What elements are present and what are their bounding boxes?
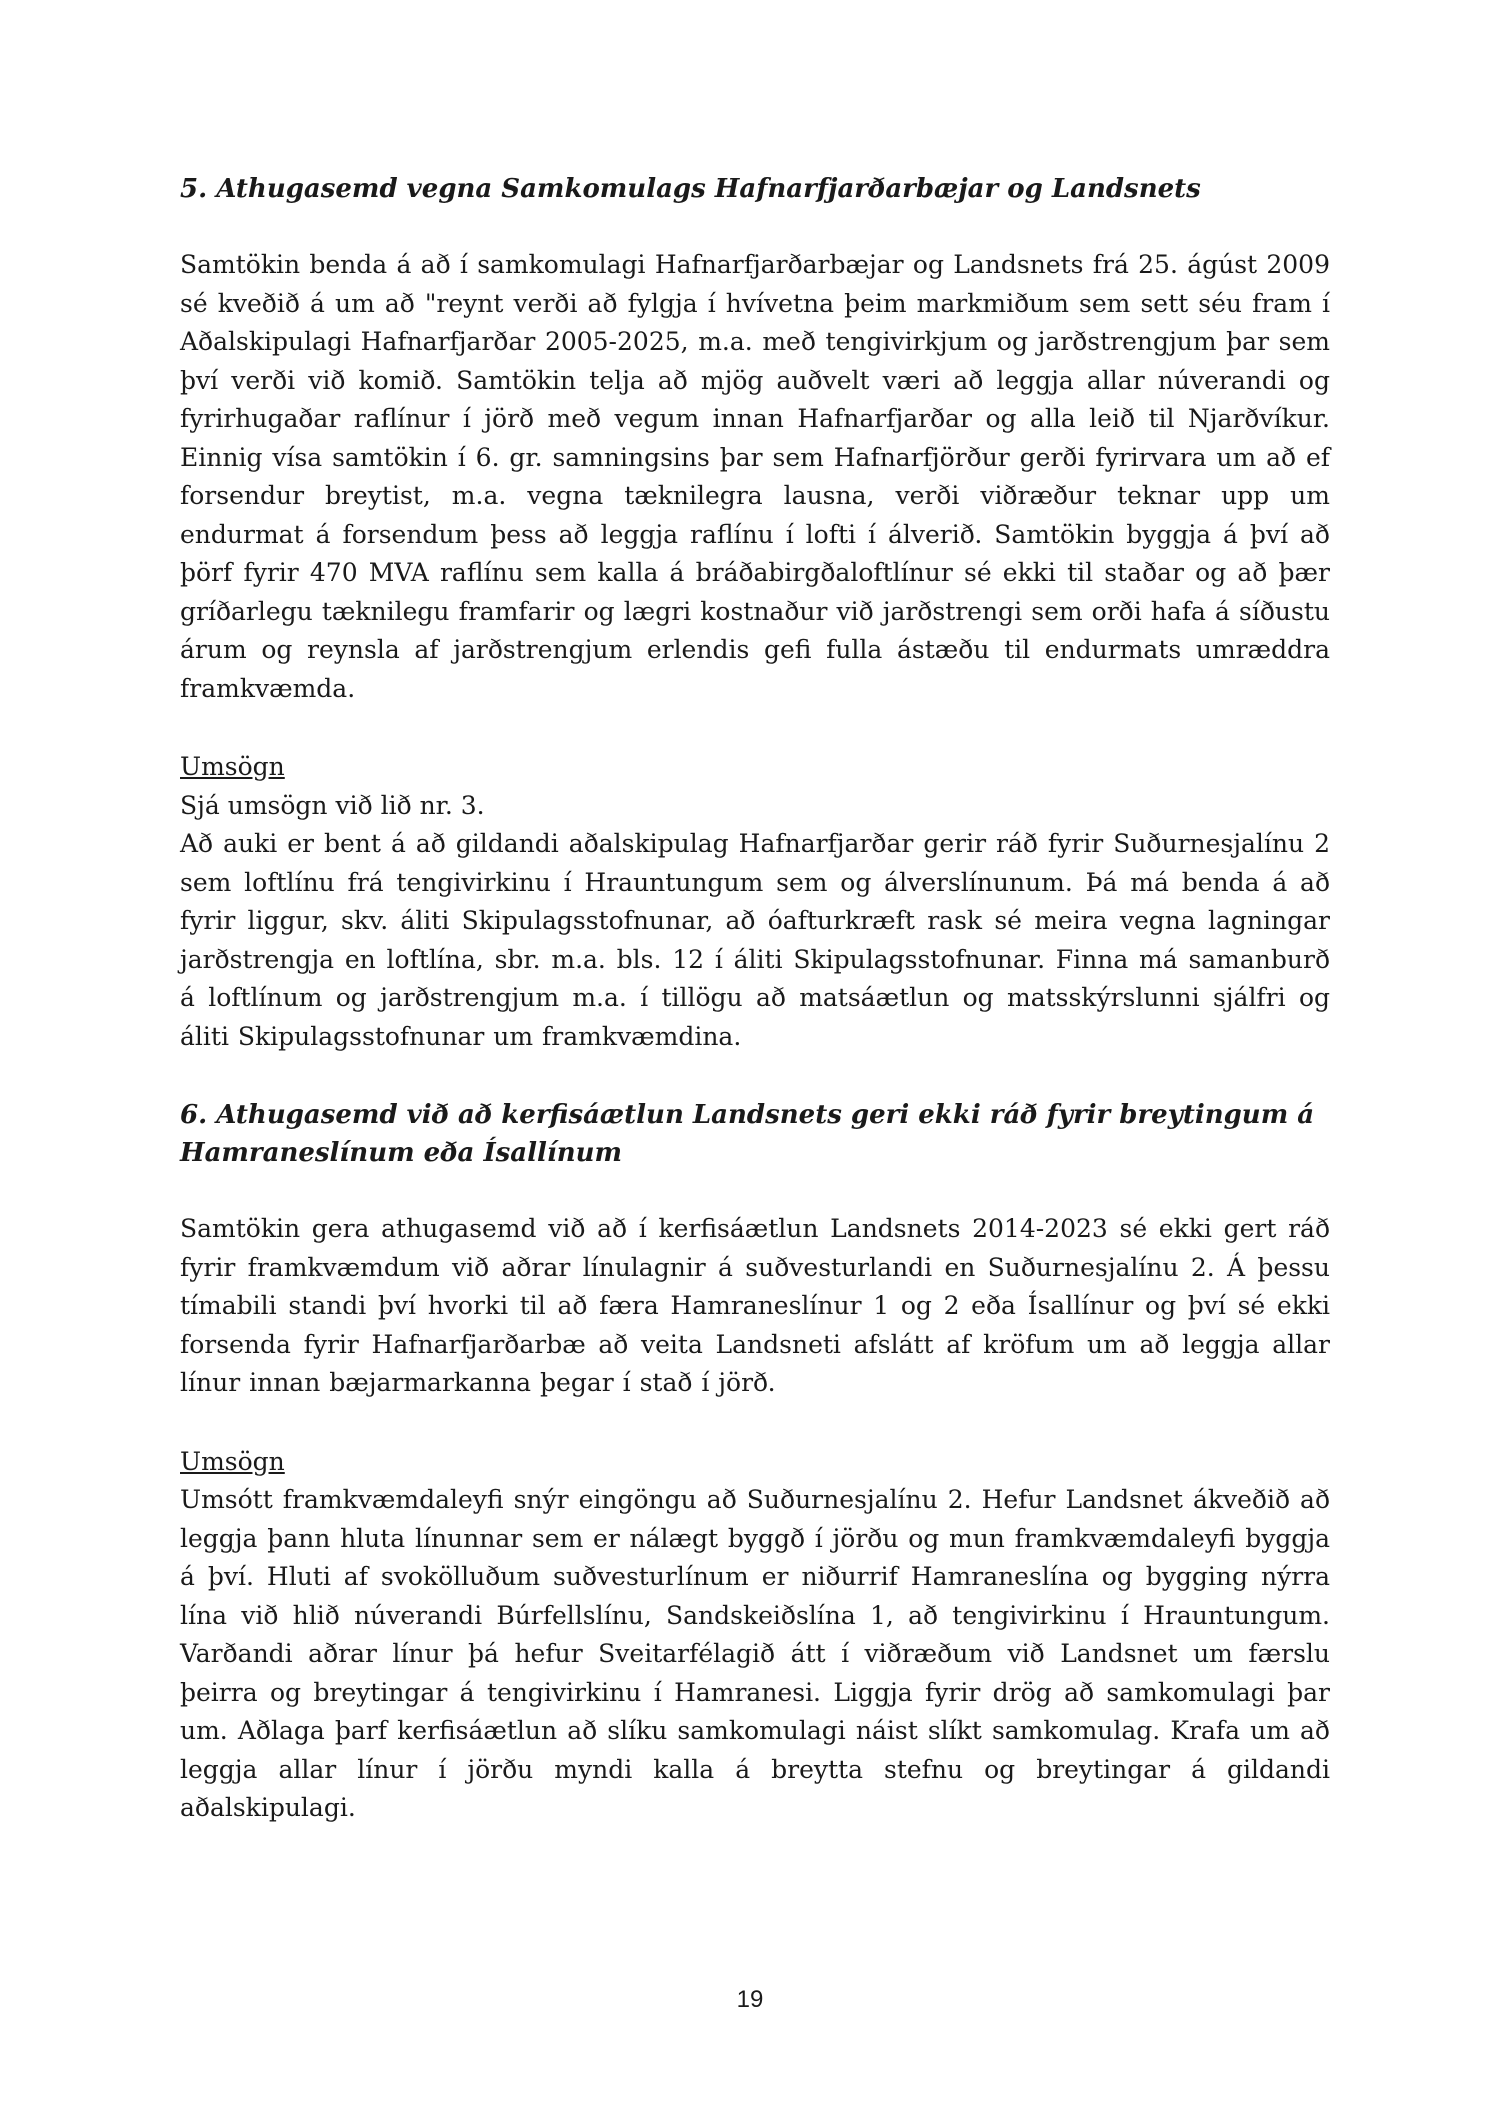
section-5-response-body: Að auki er bent á að gildandi aðalskipulag Hafnarfjarðar gerir ráð fyrir Suðurnesjalínu 2 sem loftlínu frá tengivirkinu í Hrauntungum sem og álverslínunum. Þá má benda á að fyrir liggur, skv. áliti Skipulagsstofnunar, að óafturkræft rask sé meira vegna lagningar jarðstrengja en loftlína, sbr. m.a. bls. 12 í áliti Skipulagsstofnunar. Finna má samanburð á loftlínum og jarðstrengjum m.a. í tillögu að matsáætlun og matsskýrslunni sjálfri og áliti Skipulagsstofnunar um framkvæmdina.	[180, 829, 1330, 1051]
section-5	[180, 170, 1330, 1056]
section-6-response-body: Umsótt framkvæmdaleyfi snýr eingöngu að Suðurnesjalínu 2. Hefur Landsnet ákveðið að leggja þann hluta línunnar sem er nálægt byggð í jörðu og mun framkvæmdaleyfi byggja á því. Hluti af svokölluðum suðvesturlínum er niðurrif Hamraneslína og bygging nýrra lína við hlið núverandi Búrfellslínu, Sandskeiðslína 1, að tengivirkinu í Hrauntungum. Varðandi aðrar línur þá hefur Sveitarfélagið átt í viðræðum við Landsnet um færslu þeirra og breytingar á tengivirkinu í Hamranesi. Liggja fyrir drög að samkomulagi þar um. Aðlaga þarf kerfisáætlun að slíku samkomulagi náist slíkt samkomulag. Krafa um að leggja allar línur í jörðu myndi kalla á breytta stefnu og breytingar á gildandi aðalskipulagi.	[180, 1485, 1330, 1822]
section-6	[180, 1096, 1330, 1828]
page-number: 19	[736, 1986, 764, 2013]
section-6-body: Samtökin gera athugasemd við að í kerfisáætlun Landsnets 2014-2023 sé ekki gert ráð fyrir framkvæmdum við aðrar línulagnir á suðvesturlandi en Suðurnesjalínu 2. Á þessu tímabili standi því hvorki til að færa Hamraneslínur 1 og 2 eða Ísallínur og því sé ekki forsenda fyrir Hafnarfjarðarbæ að veita Landsneti afslátt af kröfum um að leggja allar línur innan bæjarmarkanna þegar í stað í jörð.	[180, 1214, 1330, 1397]
section-5-heading: 5. Athugasemd vegna Samkomulags Hafnarfjarðarbæjar og Landsnets	[180, 174, 1201, 204]
section-5-response-label: Umsögn	[180, 752, 285, 781]
section-6-response-label: Umsögn	[180, 1446, 285, 1476]
section-6-heading: 6. Athugasemd við að kerfisáætlun Landsnets geri ekki ráð fyrir breytingum á Hamraneslínum eða Ísallínum	[180, 1100, 1315, 1168]
document-page	[180, 170, 1330, 1828]
section-5-response-ref: Sjá umsögn við lið nr. 3.	[180, 790, 485, 820]
section-5-body: Samtökin benda á að í samkomulagi Hafnarfjarðarbæjar og Landsnets frá 25. ágúst 2009 sé kveðið á um að "reynt verði að fylgja í hvívetna þeim markmiðum sem sett séu fram í Aðalskipulagi Hafnarfjarðar 2005-2025, m.a. með tengivirkjum og jarðstrengjum þar sem því verði við komið. Samtökin telja að mjög auðvelt væri að leggja allar núverandi og fyrirhugaðar raflínur í jörð með vegum innan Hafnarfjarðar og alla leið til Njarðvíkur. Einnig vísa samtökin í 6. gr. samningsins þar sem Hafnarfjörður gerði fyrirvara um að ef forsendur breytist, m.a. vegna tæknilegra lausna, verði viðræður teknar upp um endurmat á forsendum þess að leggja raflínu í lofti í álverið. Samtökin byggja á því að þörf fyrir 470 MVA raflínu sem kalla á bráðabirgðaloftlínur sé ekki til staðar og að þær gríðarlegu tæknilegu framfarir og lægri kostnaður við jarðstrengi sem orði hafa á síðustu árum og reynsla af jarðstrengjum erlendis gefi fulla ástæðu til endurmats umræddra framkvæmda.	[180, 250, 1330, 703]
